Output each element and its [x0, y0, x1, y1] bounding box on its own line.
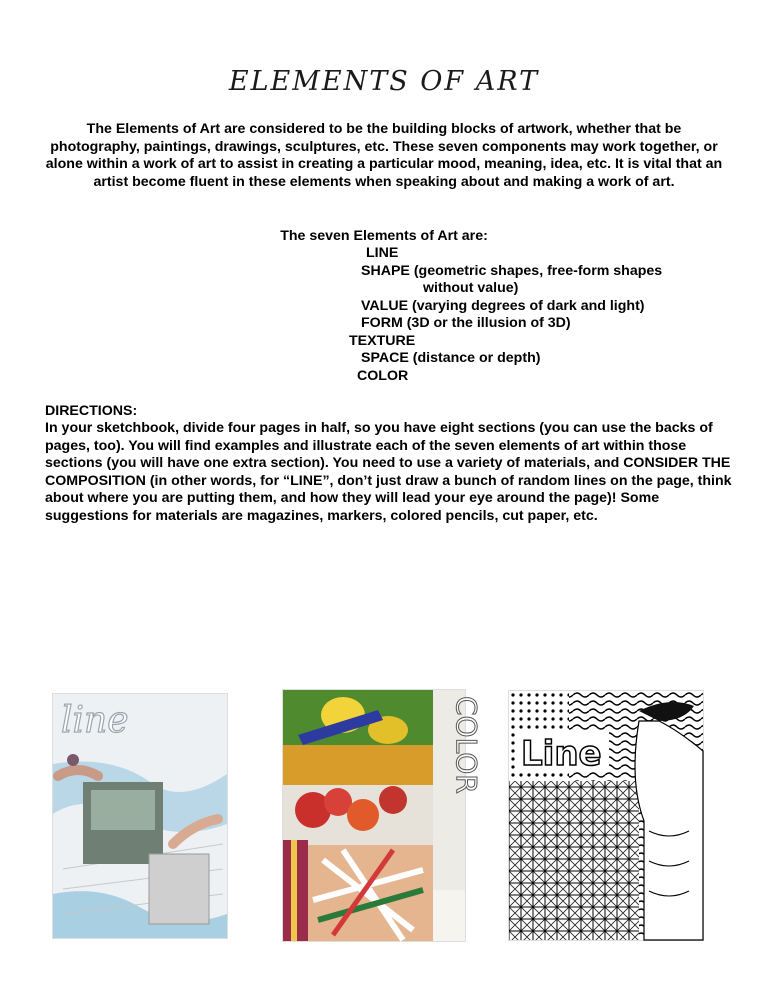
element-value: VALUE (varying degrees of dark and light) [361, 298, 645, 314]
artwork-color-word: COLOR [450, 696, 483, 794]
element-shape-continued: without value) [423, 280, 519, 296]
example-artwork-line [52, 693, 228, 939]
artwork-line-word: line [61, 700, 129, 741]
directions-heading: DIRECTIONS: [45, 403, 138, 419]
artwork-line-pattern-word: Line [521, 734, 602, 774]
directions-paragraph: In your sketchbook, divide four pages in half, so you have eight sections (you can use the backs of pages, too). You will find examples and illustrate each of the seven elements of art within those sections (you will have one extra section). You need to use a variety of materials, and CONSIDER THE COMPOSITION (in other words, for “LINE”, don’t just draw a bunch of random lines on the page, think about where you are putting them, and how they will lead your eye around the page)! Some suggestions for materials are magazines, markers, colored pencils, cut paper, etc. [45, 420, 732, 524]
page-title: ELEMENTS OF ART [228, 66, 540, 97]
elements-list-heading: The seven Elements of Art are: [280, 228, 488, 244]
element-color: COLOR [357, 368, 409, 384]
element-texture: TEXTURE [349, 333, 416, 349]
element-shape: SHAPE (geometric shapes, free-form shapes [361, 263, 663, 279]
element-line: LINE [366, 245, 399, 261]
element-form: FORM (3D or the illusion of 3D) [361, 315, 571, 331]
example-artwork-line-pattern [508, 690, 704, 941]
example-artwork-color [282, 689, 483, 942]
intro-paragraph: The Elements of Art are considered to be the building blocks of artwork, whether that be photography, paintings, drawings, sculptures, etc. These seven components may work together, or alone within a work of art to assist in creating a particular mood, meaning, idea, etc. It is vital that an artist become fluent in these elements when speaking about and making a work of art. [45, 121, 723, 190]
element-space: SPACE (distance or depth) [361, 350, 541, 366]
